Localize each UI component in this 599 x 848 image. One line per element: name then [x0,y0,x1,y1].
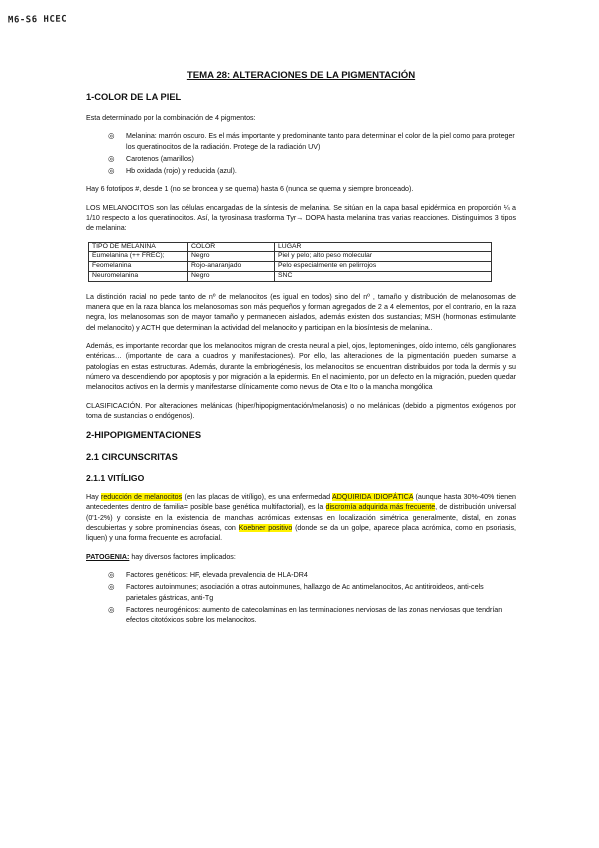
list-item-text: Hb oxidada (rojo) y reducida (azul). [126,167,237,176]
list-item [86,605,516,626]
list-item [86,131,516,152]
bullet-icon: ◎ [108,582,115,592]
section2-heading: 2-HIPOPIGMENTACIONES [86,430,202,441]
fototipos-paragraph: Hay 6 fototipos #, desde 1 (no se broncea y se quema) hasta 6 (nunca se quema y siempre bronceado). [86,185,414,194]
document-page [86,70,516,633]
section1-heading: 1-COLOR DE LA PIEL [86,92,182,102]
melanin-table [88,242,492,282]
melanocitos-paragraph: LOS MELANOCITOS son las células encargadas de la síntesis de melanina. Se sitúan en la capa basal epidérmica en proporción ¼ a 1/10 respecto a los queratinocitos. Así, la tyrosinasa trasforma Tyr→ DOPA hasta melanina tras varias reacciones. Distinguimos 3 tipos de melanina: [86,203,516,233]
handwritten-note: M6-S6 HCEC [7,14,68,26]
list-item [86,166,516,176]
clasificacion-paragraph: CLASIFICACIÓN. Por alteraciones melánicas (hiper/hipopigmentación/melanosis) o no melánicas (debido a pigmentos exógenos por toma de sustancias o endógenos). [86,401,516,420]
bullet-icon: ◎ [108,131,115,141]
table-row [89,272,492,282]
text-run: (donde se da un golpe, aparece placa acrómica, como en psoriasis, liquen) y una forma frecuente es acrofacial. [86,524,516,543]
highlighted-text: Koebner positivo [238,524,293,533]
table-header-row [89,242,492,252]
patogenia-text: hay diversos factores implicados: [129,552,236,561]
table-header: COLOR [188,242,275,252]
table-cell: Negro [188,272,275,282]
bullet-icon: ◎ [108,604,115,614]
bullet-icon: ◎ [108,153,115,163]
text-run: , de distribución universal (0'1-2%) y consiste en la existencia de manchas acrómicas extensas en localización simétrica generalmente, distal, en zonas descubiertas y sobre prominencias óseas, con [86,503,517,533]
text-run: (aunque hasta 30%-40% tienen antecedentes dentro de familia= posible base genética multifactorial), es la [86,493,517,512]
section1-intro: Esta determinado por la combinación de 4 pigmentos: [86,114,256,122]
table-cell: Feomelanina [89,262,188,272]
highlighted-text: discromía adquirida más frecuente [325,503,436,512]
ademas-paragraph: Además, es importante recordar que los melanocitos migran de cresta neural a piel, ojos, leptomeninges, oído interno, céls ganglionares entéricas… (importante de cara a cuadros y manifestaciones). Por ello, las alteraciones de la pigmentación pueden sumarse a patologías en estas estructuras. Además, durante la embriogénesis, los melanocitos se encuentran distribuidos por toda la dermis y su número va descendiendo por apoptosis y por migración a la epidermis. En el nacimiento, por un defecto en la migración, pueden quedar melanocitos activos en la dermis y manifestarse clínicamente como nevus de Ota e Ito o la mancha mongólica [86,342,516,392]
bullet-icon: ◎ [108,569,115,579]
table-cell: Negro [188,252,275,262]
distincion-paragraph: La distinción racial no pede tanto de nº de melanocitos (es igual en todos) sino del nº , tamaño y distribución de melanosomas de manera que en la raza blanca los melanosomas son más pequeños y forman agregados de 2 a 4 elementos, por el contrario, en la raza negra, los melanosomas son de mayor tamaño y permanecen aislados, además existen dos sustancias; MSH (hormonas estimulante del melanocito) y ACTH que determinan la actividad del melanocito y participan en la biosíntesis de melanina.. [86,292,516,332]
patogenia-list [86,570,516,625]
list-item-text: Melanina: marrón oscuro. Es el más importante y predominante tanto para determinar el color de la piel como para proteger los queratinocitos de la radiación. Protege de la radiación UV) [126,132,515,151]
vitiligo-paragraph [86,492,516,543]
table-cell: Piel y pelo; alto peso molecular [275,252,492,262]
table-row [89,262,492,272]
pigment-list [86,131,516,176]
table-cell: Pelo especialmente en pelirrojos [275,262,492,272]
table-cell: Eumelanina (++ FREC); [89,252,188,262]
bullet-icon: ◎ [108,166,115,176]
table-header: LUGAR [275,242,492,252]
text-run: Hay [86,493,101,502]
highlighted-text: ADQUIRIDA IDIOPÁTICA [332,493,414,502]
list-item-text: Factores genéticos: HF, elevada prevalencia de HLA-DR4 [126,570,308,579]
table-cell: Neuromelanina [89,272,188,282]
subsubsection-heading: 2.1.1 VITÍLIGO [86,473,145,484]
list-item-text: Factores autoinmunes; asociación a otras autoinmunes, hallazgo de Ac antimelanocitos, Ac antitiroideos, anti-cels parietales gástricas, anti-Tg [126,583,484,602]
table-cell: SNC [275,272,492,282]
subsection-heading: 2.1 CIRCUNSCRITAS [86,452,178,463]
list-item [86,582,516,603]
table-header: TIPO DE MELANINA [89,242,188,252]
highlighted-text: reducción de melanocitos [100,493,183,502]
patogenia-label: PATOGENIA: [86,552,130,561]
text-run: (en las placas de vitíligo), es una enfermedad [182,493,333,502]
list-item [86,570,516,580]
patogenia-paragraph [86,552,516,562]
table-row [89,252,492,262]
list-item-text: Carotenos (amarillos) [126,154,194,163]
list-item-text: Factores neurogénicos: aumento de catecolaminas en las terminaciones nerviosas de las zonas nerviosas que tendrían efectos citotóxicos sobre los melanocitos. [126,605,503,625]
document-title: TEMA 28: ALTERACIONES DE LA PIGMENTACIÓN [186,70,416,81]
list-item [86,154,516,164]
table-cell: Rojo-anaranjado [188,262,275,272]
